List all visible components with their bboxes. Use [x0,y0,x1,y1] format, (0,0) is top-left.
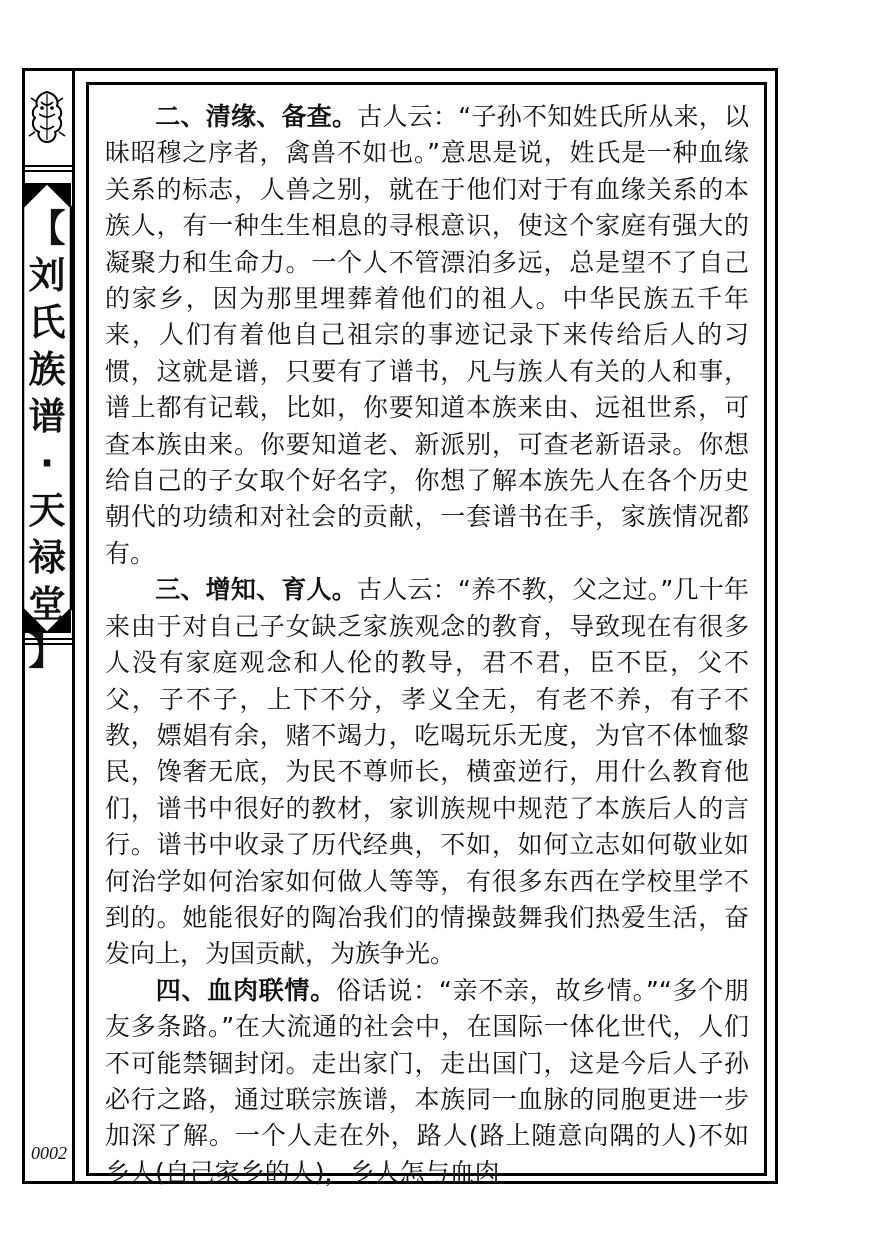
page-number: 0002 [31,1143,67,1163]
paragraph [105,973,749,1191]
spine-title-char: 氏 [28,301,66,344]
spine-divider [22,638,72,640]
spine-title-char: · [39,442,55,485]
paragraph-text: 古人云：“养不教，父之过。”几十年来由于对自己子女缺乏家族观念的教育，导致现在有很多人没有家庭观念和人伦的教导，君不君，臣不臣，父不父，子不子，上下不分，孝义全无，有老不养，有子不教，嫖娼有余，赌不竭力，吃喝玩乐无度，为官不体恤黎民，馋奢无底，为民不尊师长，横蛮逆行，用什么教育他们，谱书中很好的教材，家训族规中规范了本族后人的言行。谱书中收录了历代经典，不如，如何立志如何敬业如何治学如何治家如何做人等等，有很多东西在学校里学不到的。她能很好的陶冶我们的情操鼓舞我们热爱生活，奋发向上，为国贡献，为族争光。 [105,575,749,969]
spine-title-char: 堂 [28,583,66,626]
spine-title-char: 谱 [28,395,66,438]
spine-title [23,205,71,673]
paragraph-text: 俗话说：“亲不亲，故乡情。”“多个朋友多条路。”在大流通的社会中，在国际一体化世代，人们不可能禁锢封闭。走出家门，走出国门，这是今后人子孙必行之路，通过联宗族谱，本族同一血脉的同胞更进一步加深了解。一个人走在外，路人(路上随意向隅的人)不如乡人(自己家乡的人)，乡人怎与血肉 [105,975,749,1187]
spine-divider [22,170,72,172]
paragraph-heading: 四、血肉联情。 [155,975,336,1005]
body-text [105,99,749,1191]
spine-title-char: 】 [28,630,66,673]
spine-title-char: 【 [28,207,66,250]
spine-title-char: 刘 [28,254,66,297]
spine-divider [22,643,72,645]
spine-column [22,68,75,1184]
spine-title-char: 天 [28,489,66,532]
spine-divider [22,165,72,167]
paragraph [105,99,749,572]
paragraph-text: 古人云：“子孙不知姓氏所从来，以昧昭穆之序者，禽兽不如也。”意思是说，姓氏是一种血缘关系的标志，人兽之别，就在于他们对于有血缘关系的本族人，有一种生生相息的寻根意识，使这个家庭有强大的凝聚力和生命力。一个人不管漂泊多远，总是望不了自己的家乡，因为那里埋葬着他们的祖人。中华民族五千年来，人们有着他自己祖宗的事迹记录下来传给后人的习惯，这就是谱，只要有了谱书，凡与族人有关的人和事，谱上都有记载，比如，你要知道本族来由、远祖世系，可查本族由来。你要知道老、新派别，可查老新语录。你想给自己的子女取个好名字，你想了解本族先人在各个历史朝代的功绩和对社会的贡献，一套谱书在手，家族情况都有。 [105,102,749,568]
spine-title-banner [22,183,72,673]
paragraph-heading: 二、清缘、备查。 [155,102,358,131]
spine-title-char: 族 [28,348,66,391]
paragraph-heading: 三、增知、育人。 [155,575,358,605]
text-panel [86,82,767,1187]
spine-title-char: 禄 [28,536,66,579]
dragon-ornament-icon [25,88,69,146]
paragraph [105,572,749,972]
